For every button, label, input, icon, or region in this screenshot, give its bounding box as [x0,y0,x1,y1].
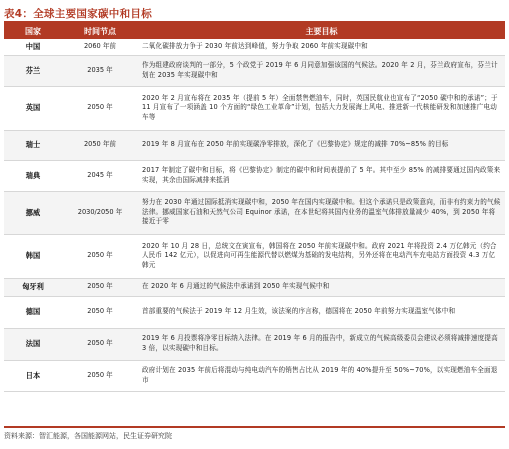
cell-time: 2050 年 [62,86,138,130]
cell-goal: 首部重要的气候法于 2019 年 12 月生效，该法案的序言称，德国将在 2050 年前努力实现温室气体中和 [138,296,505,328]
cell-country: 芬兰 [4,55,62,86]
cell-country: 挪威 [4,191,62,234]
cell-time: 2050 年 [62,360,138,391]
cell-goal: 2019 年 6 月投票将净零目标纳入法律。在 2019 年 6 月的报告中，新成立的气候高级委员会建议必须将减排速度提高 3 倍，以实现碳中和目标。 [138,328,505,360]
cell-time: 2050 年 [62,328,138,360]
cell-time: 2050 年 [62,234,138,278]
cell-time: 2060 年前 [62,39,138,55]
cell-country: 德国 [4,296,62,328]
cell-country: 法国 [4,328,62,360]
header-time: 时间节点 [62,23,138,39]
cell-country: 日本 [4,360,62,391]
cell-goal: 政府计划在 2035 年前后将混动与纯电动汽车的销售占比从 2019 年的 40%提升至 50%~70%，以实现燃油车全面退市 [138,360,505,391]
table-row [4,328,505,360]
cell-goal: 2017 年制定了碳中和目标，将《巴黎协定》制定的碳中和时间表提前了 5 年。其中至少 85% 的减排要通过国内政策来实现，其余由国际减排来抵消 [138,160,505,191]
cell-goal: 二氧化碳排放力争于 2030 年前达到峰值，努力争取 2060 年前实现碳中和 [138,39,505,55]
table-row [4,86,505,130]
cell-time: 2035 年 [62,55,138,86]
cell-time: 2050 年 [62,278,138,296]
cell-time: 2045 年 [62,160,138,191]
source-note: 资料来源：智汇能源，各国能源网站，民生证券研究院 [4,432,172,440]
table-row [4,160,505,191]
table-bottom-rule [4,426,505,428]
header-country: 国家 [4,23,62,39]
cell-goal: 2020 年 2 月宣布将在 2035 年（提前 5 年）全面禁售燃油车，同时，英国民航业也宣布了“2050 碳中和的承诺”；于 11 月宣布了一项涵盖 10 个方面的“绿色工业革命”计划，包括大力发展海上风电、推进新一代核能研发和加速推广电动车等 [138,86,505,130]
cell-goal: 2020 年 10 月 28 日，总统文在寅宣布，韩国将在 2050 年前实现碳中和。政府 2021 年将投资 2.4 万亿韩元（约合人民币 142 亿元），以促进向可再生能源代替以燃煤为基础的发电结构，另外还将在电动汽车充电站方面投资 4.3 万亿韩元 [138,234,505,278]
header-goal: 主要目标 [138,23,505,39]
table-row [4,55,505,86]
cell-country: 匈牙利 [4,278,62,296]
table-title: 表4：全球主要国家碳中和目标 [4,8,153,20]
table-row [4,39,505,55]
cell-goal: 2019 年 8 月宣布在 2050 年前实现碳净零排放，深化了《巴黎协定》规定的减排 70%~85% 的目标 [138,130,505,160]
cell-time: 2030/2050 年 [62,191,138,234]
table-row [4,130,505,160]
cell-country: 瑞典 [4,160,62,191]
table-header-row [4,23,505,39]
table-row [4,234,505,278]
cell-country: 英国 [4,86,62,130]
cell-country: 中国 [4,39,62,55]
table-row [4,296,505,328]
table-row [4,278,505,296]
cell-time: 2050 年 [62,296,138,328]
cell-goal: 在 2020 年 6 月通过的气候法中承诺到 2050 年实现气候中和 [138,278,505,296]
cell-country: 瑞士 [4,130,62,160]
cell-goal: 作为组建政府谈判的一部分，5 个政党于 2019 年 6 月同意加强该国的气候法。2020 年 2 月，芬兰政府宣布，芬兰计划在 2035 年实现碳中和 [138,55,505,86]
carbon-neutral-targets-table [4,23,505,392]
cell-country: 韩国 [4,234,62,278]
cell-goal: 努力在 2030 年通过国际抵消实现碳中和，2050 年在国内实现碳中和。但这个承诺只是政策意向，而非有约束力的气候法律。挪威国家石油和天然气公司 Equinor 承诺，在本世纪将其国内业务的温室气体排放量减少 40%，到 2050 年将接近于零 [138,191,505,234]
table-row [4,360,505,391]
cell-time: 2050 年前 [62,130,138,160]
table-row [4,191,505,234]
